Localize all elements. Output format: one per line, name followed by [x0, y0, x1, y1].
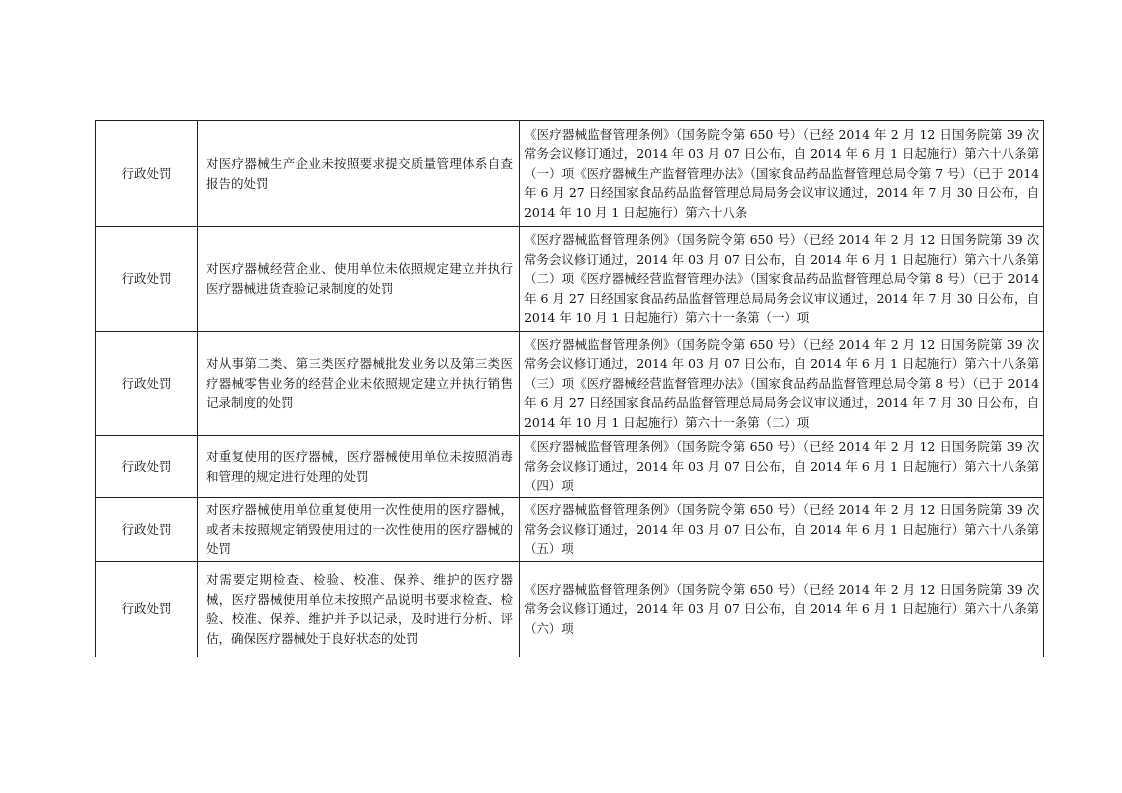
penalty-type-cell: 行政处罚: [96, 436, 198, 498]
penalty-item-cell: 对医疗器械使用单位重复使用一次性使用的医疗器械，或者未按照规定销毁使用过的一次性使用的医疗器械的处罚: [198, 498, 520, 562]
legal-basis-cell: 《医疗器械监督管理条例》（国务院令第 650 号）（已经 2014 年 2 月 12 日国务院第 39 次常务会议修订通过，2014 年 03 月 07 日公布，自 2014 年 6 月 1 日起施行）第六十八条第（六）项: [520, 562, 1044, 657]
penalty-type-cell: 行政处罚: [96, 562, 198, 657]
penalty-item-cell: 对医疗器械生产企业未按照要求提交质量管理体系自查报告的处罚: [198, 121, 520, 227]
legal-basis-cell: 《医疗器械监督管理条例》（国务院令第 650 号）（已经 2014 年 2 月 12 日国务院第 39 次常务会议修订通过，2014 年 03 月 07 日公布，自 2014 年 6 月 1 日起施行）第六十八条第（二）项《医疗器械经营监督管理办法》（国家食品药品监督管理总局令第 8 号）（已于 2014 年 6 月 27 日经国家食品药品监督管理总局局务会议审议通过，2014 年 7 月 30 日公布，自 2014 年 10 月 1 日起施行）第六十一条第（一）项: [520, 227, 1044, 332]
legal-basis-cell: 《医疗器械监督管理条例》（国务院令第 650 号）（已经 2014 年 2 月 12 日国务院第 39 次常务会议修订通过，2014 年 03 月 07 日公布，自 2014 年 6 月 1 日起施行）第六十八条第（四）项: [520, 436, 1044, 498]
penalty-type-cell: 行政处罚: [96, 227, 198, 332]
penalty-item-cell: 对医疗器械经营企业、使用单位未依照规定建立并执行医疗器械进货查验记录制度的处罚: [198, 227, 520, 332]
penalty-type-cell: 行政处罚: [96, 121, 198, 227]
table-row: [96, 562, 1044, 657]
legal-basis-cell: 《医疗器械监督管理条例》（国务院令第 650 号）（已经 2014 年 2 月 12 日国务院第 39 次常务会议修订通过，2014 年 03 月 07 日公布，自 2014 年 6 月 1 日起施行）第六十八条第（三）项《医疗器械经营监督管理办法》（国家食品药品监督管理总局令第 8 号）（已于 2014 年 6 月 27 日经国家食品药品监督管理总局局务会议审议通过，2014 年 7 月 30 日公布，自 2014 年 10 月 1 日起施行）第六十一条第（二）项: [520, 332, 1044, 436]
penalty-table: [95, 120, 1044, 657]
table-row: [96, 332, 1044, 436]
legal-basis-cell: 《医疗器械监督管理条例》（国务院令第 650 号）（已经 2014 年 2 月 12 日国务院第 39 次常务会议修订通过，2014 年 03 月 07 日公布，自 2014 年 6 月 1 日起施行）第六十八条第（一）项《医疗器械生产监督管理办法》（国家食品药品监督管理总局令第 7 号）（已于 2014 年 6 月 27 日经国家食品药品监督管理总局局务会议审议通过，2014 年 7 月 30 日公布，自 2014 年 10 月 1 日起施行）第六十八条: [520, 121, 1044, 227]
legal-basis-cell: 《医疗器械监督管理条例》（国务院令第 650 号）（已经 2014 年 2 月 12 日国务院第 39 次常务会议修订通过，2014 年 03 月 07 日公布，自 2014 年 6 月 1 日起施行）第六十八条第（五）项: [520, 498, 1044, 562]
table-row: [96, 121, 1044, 227]
penalty-item-cell: 对从事第二类、第三类医疗器械批发业务以及第三类医疗器械零售业务的经营企业未依照规定建立并执行销售记录制度的处罚: [198, 332, 520, 436]
penalty-type-cell: 行政处罚: [96, 332, 198, 436]
penalty-type-cell: 行政处罚: [96, 498, 198, 562]
penalty-item-cell: 对需要定期检查、检验、校准、保养、维护的医疗器械，医疗器械使用单位未按照产品说明书要求检查、检验、校准、保养、维护并予以记录，及时进行分析、评估，确保医疗器械处于良好状态的处罚: [198, 562, 520, 657]
penalty-item-cell: 对重复使用的医疗器械，医疗器械使用单位未按照消毒和管理的规定进行处理的处罚: [198, 436, 520, 498]
table-row: [96, 436, 1044, 498]
table-row: [96, 227, 1044, 332]
table-row: [96, 498, 1044, 562]
